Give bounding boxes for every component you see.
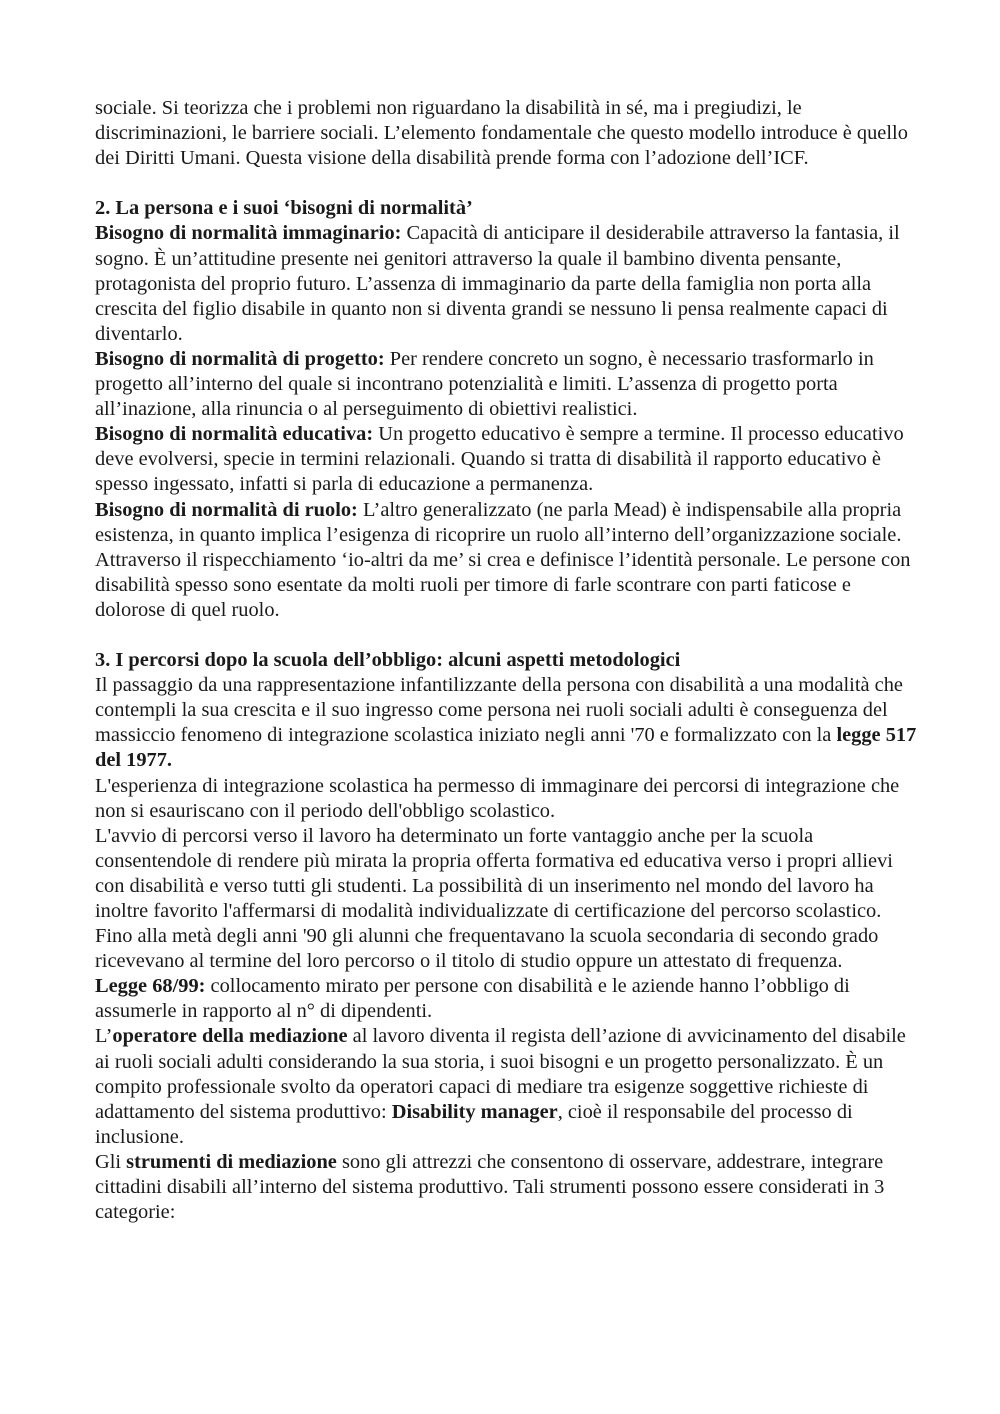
mediation-operator-term: operatore della mediazione [112, 1025, 348, 1048]
paragraph-6-prefix: Gli [95, 1150, 127, 1173]
section-3-paragraph-5 [95, 1024, 920, 1149]
need-imaginary-paragraph [95, 221, 920, 346]
paragraph-5-text: al lavoro diventa il regista dell’azione di avvicinamento del disabile ai ruoli sociali adulti considerando la sua storia, i suoi bisogni e un progetto personalizzato. È un compito professionale svolto da operatori capaci di mediare tra esigenze soggettive richieste di adattamento del sistema produttivo: [95, 1025, 906, 1123]
section-3-heading-text: 3. I percorsi dopo la scuola dell’obbligo: alcuni aspetti metodologici [95, 649, 681, 672]
section-3-paragraph-4 [95, 974, 920, 1024]
section-2-heading [95, 196, 920, 221]
law-68-99-reference: Legge 68/99: [95, 975, 206, 998]
section-3-paragraph-1 [95, 673, 920, 773]
intro-paragraph: sociale. Si teorizza che i problemi non riguardano la disabilità in sé, ma i pregiudizi, le discriminazioni, le barriere sociali. L’elemento fondamentale che questo modello introduce è quello dei Diritti Umani. Questa visione della disabilità prende forma con l’adozione dell’ICF. [95, 97, 908, 170]
section-3-heading [95, 648, 920, 673]
paragraph-1-text: Il passaggio da una rappresentazione infantilizzante della persona con disabilità a una modalità che contempli la sua crescita e il suo ingresso come persona nei ruoli sociali adulti è conseguenza del massiccio fenomeno di integrazione scolastica iniziato negli anni '70 e formalizzato con la [95, 674, 903, 747]
need-role-paragraph [95, 498, 920, 623]
section-3-paragraph-2: L'esperienza di integrazione scolastica ha permesso di immaginare dei percorsi di integrazione che non si esauriscano con il periodo dell'obbligo scolastico. [95, 774, 900, 822]
need-educational-text: Un progetto educativo è sempre a termine. Il processo educativo deve evolversi, specie in termini relazionali. Quando si tratta di disabilità il rapporto educativo è spesso ingessato, infatti si parla di educazione a permanenza. [95, 423, 904, 496]
paragraph-5-suffix: , cioè il responsabile del processo di inclusione. [95, 1100, 853, 1148]
paragraph-4-text: collocamento mirato per persone con disabilità e le aziende hanno l’obbligo di assumerle in rapporto al n° di dipendenti. [95, 975, 850, 1023]
section-3-paragraph-6 [95, 1150, 920, 1225]
section-3-paragraph-3: L'avvio di percorsi verso il lavoro ha determinato un forte vantaggio anche per la scuola consentendole di rendere più mirata la propria offerta formativa ed educativa verso i propri allievi con disabilità e verso tutti gli studenti. La possibilità di un inserimento nel mondo del lavoro ha inoltre favorito l'affermarsi di modalità individualizzate di certificazione del percorso scolastico. Fino alla metà degli anni '90 gli alunni che frequentavano la scuola secondaria di secondo grado ricevevano al termine del loro percorso o il titolo di studio oppure un attestato di frequenza. [95, 824, 893, 973]
need-educational-term: Bisogno di normalità educativa: [95, 423, 374, 446]
law-517-reference: legge 517 del 1977. [95, 724, 917, 772]
need-project-text: Per rendere concreto un sogno, è necessario trasformarlo in progetto all’interno del quale si incontrano potenzialità e limiti. L’assenza di progetto porta all’inazione, alla rinuncia o al perseguimento di obiettivi realistici. [95, 347, 874, 421]
paragraph-5-prefix: L’ [95, 1025, 113, 1048]
need-role-text: L’altro generalizzato (ne parla Mead) è indispensabile alla propria esistenza, in quanto implica l’esigenza di ricoprire un ruolo all’interno dell’organizzazione sociale. Attraverso il rispecchiamento ‘io-altri da me’ si crea e definisce l’identità personale. Le persone con disabilità spesso sono esentate da molti ruoli per timore di farle scontrare con parti faticose e dolorose di quel ruolo. [95, 498, 911, 621]
need-project-term: Bisogno di normalità di progetto: [95, 347, 385, 370]
need-role-term: Bisogno di normalità di ruolo: [95, 498, 358, 521]
need-project-paragraph [95, 347, 920, 422]
mediation-tools-term: strumenti di mediazione [126, 1150, 337, 1173]
need-imaginary-term: Bisogno di normalità immaginario: [95, 222, 402, 245]
paragraph-6-text: sono gli attrezzi che consentono di osservare, addestrare, integrare cittadini disabili all’interno del sistema produttivo. Tali strumenti possono essere considerati in 3 categorie: [95, 1150, 885, 1224]
need-imaginary-text: Capacità di anticipare il desiderabile attraverso la fantasia, il sogno. È un’attitudine presente nei genitori attraverso la quale il bambino diventa pensante, protagonista del proprio futuro. L’assenza di immaginario da parte della famiglia non porta alla crescita del figlio disabile in quanto non si diventa grandi se nessuno li pensa realmente capaci di diventarlo. [95, 222, 900, 345]
section-2-heading-text: 2. La persona e i suoi ‘bisogni di normalità’ [95, 197, 473, 220]
paragraph-gap [95, 171, 920, 196]
disability-manager-term: Disability manager [391, 1100, 558, 1123]
paragraph-gap [95, 623, 920, 648]
need-educational-paragraph [95, 422, 920, 497]
